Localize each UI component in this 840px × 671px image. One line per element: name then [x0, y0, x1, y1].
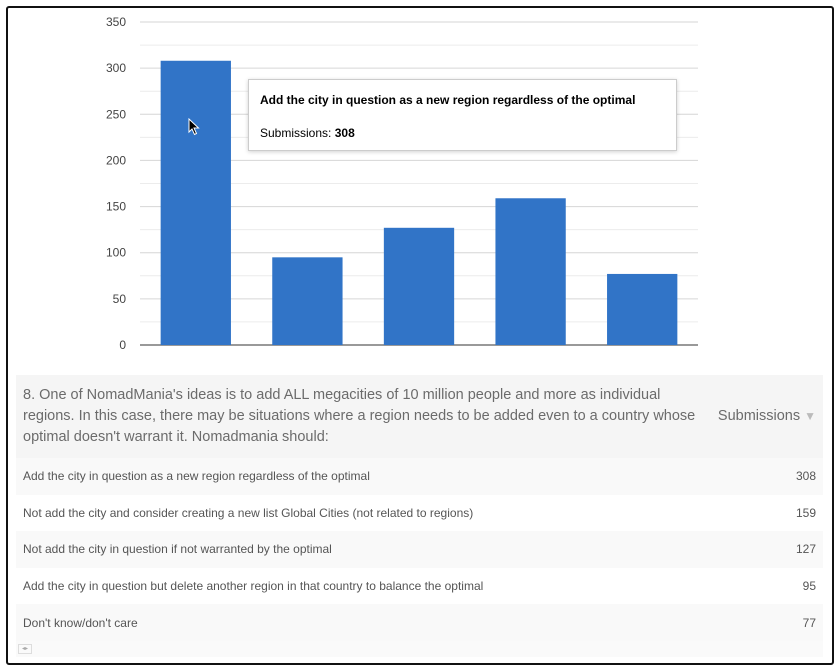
- bar[interactable]: [272, 257, 342, 345]
- row-value: 95: [802, 579, 816, 594]
- mouse-pointer-icon: [188, 118, 200, 136]
- row-label: Not add the city and consider creating a new list Global Cities (not related to regions): [23, 505, 474, 520]
- y-tick-label: 350: [105, 15, 126, 29]
- row-value: 159: [795, 505, 816, 520]
- table-row: [16, 458, 823, 495]
- tooltip-title: Add the city in question as a new region regardless of the optimal: [260, 93, 636, 107]
- submissions-header-label: Submissions: [717, 408, 801, 424]
- row-label: Add the city in question but delete another region in that country to balance the optimal: [23, 579, 484, 594]
- table-row: [16, 568, 823, 605]
- y-tick-label: 0: [119, 338, 126, 352]
- submissions-column-header[interactable]: [718, 408, 816, 424]
- table-row: [16, 604, 823, 641]
- y-tick-label: 100: [105, 245, 126, 260]
- y-axis-ticks: [106, 15, 126, 352]
- y-tick-label: 250: [105, 107, 126, 122]
- bar[interactable]: [161, 61, 231, 345]
- bar[interactable]: [495, 198, 565, 345]
- table-header: [16, 375, 823, 458]
- row-label: Add the city in question as a new region regardless of the optimal: [23, 469, 370, 484]
- question-text: 8. One of NomadMania's ideas is to add ALL megacities of 10 million people and more as individual regions. In this case, there may be situations where a region needs to be added even to a country whose optimal doesn't warrant it. Nomadmania should:: [23, 386, 696, 445]
- bar[interactable]: [607, 274, 677, 345]
- tooltip-line: [260, 126, 665, 140]
- tooltip-label: Submissions:: [260, 126, 332, 140]
- table-row: [16, 495, 823, 532]
- row-label: Not add the city in question if not warranted by the optimal: [23, 542, 332, 557]
- horizontal-scroll-icon[interactable]: ◂▸: [18, 644, 32, 654]
- screenshot-frame: [6, 6, 834, 665]
- row-value: 308: [795, 469, 816, 484]
- chart-tooltip: [248, 79, 677, 151]
- tooltip-value: 308: [334, 126, 355, 140]
- bar-chart: [8, 8, 832, 368]
- y-tick-label: 50: [112, 291, 126, 306]
- y-tick-label: 150: [105, 199, 126, 214]
- results-table: [16, 375, 823, 657]
- table-footer: [16, 641, 823, 657]
- bar[interactable]: [384, 228, 454, 345]
- row-label: Don't know/don't care: [23, 615, 138, 630]
- row-value: 127: [795, 542, 816, 557]
- sort-down-icon[interactable]: ▼: [804, 409, 816, 423]
- table-body: [16, 458, 823, 641]
- row-value: 77: [802, 615, 816, 630]
- y-tick-label: 300: [105, 61, 126, 76]
- y-tick-label: 200: [105, 153, 126, 168]
- table-row: [16, 531, 823, 568]
